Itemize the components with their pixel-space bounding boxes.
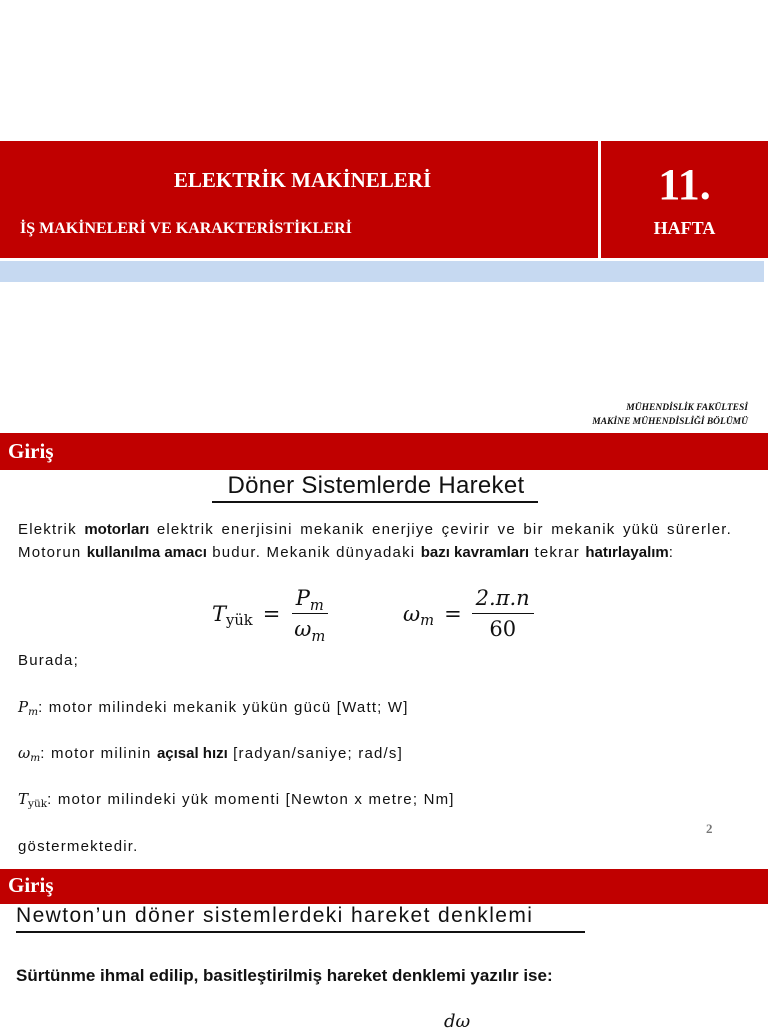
header-light-bar <box>0 261 764 282</box>
section-bar <box>0 433 768 470</box>
slide-heading: Newton’un döner sistemlerdeki hareket denklemi <box>16 904 534 927</box>
page-number: 2 <box>706 821 713 836</box>
term-bazi-kavramlari: bazı kavramları <box>420 543 530 561</box>
course-title: ELEKTRİK MAKİNELERİ <box>173 168 432 192</box>
intro-text: elektrik enerjisini mekanik enerjiye çevirir ve bir mekanik yükü sürerler. Motorun <box>18 521 732 561</box>
section-title: Giriş <box>8 439 54 463</box>
section-bar <box>0 869 768 904</box>
angular-speed-formula: $\omega_m$ = $\frac{2.\pi.n}{60}$ <box>403 586 534 641</box>
term-kullanilma-amaci: kullanılma amacı <box>86 543 207 561</box>
intro-text: tekrar <box>529 543 586 561</box>
slide-heading-underline <box>212 501 538 503</box>
torque-formula: $T_{yük}$ = $\frac{P_m}{\omega_m}$ <box>212 586 329 641</box>
partial-formula: dω <box>444 1011 471 1032</box>
term-motorlari: motorları <box>84 521 150 538</box>
week-number: 11. <box>658 160 711 209</box>
term-hatirlayalim: hatırlayalım <box>585 543 669 561</box>
department-label: MAKİNE MÜHENDİSLİĞİ BÖLÜMÜ <box>592 417 748 427</box>
faculty-label: MÜHENDİSLİK FAKÜLTESİ <box>626 403 748 413</box>
closing-text: göstermektedir. <box>18 838 139 855</box>
definition-torque: $T_{yük}$: motor milindeki yük momenti [Newton x metre; Nm] <box>18 790 455 811</box>
slide-heading: Döner Sistemlerde Hareket <box>227 472 525 499</box>
slide-heading-underline <box>16 931 585 933</box>
section-title: Giriş <box>8 873 54 897</box>
intro-paragraph <box>18 519 732 564</box>
definition-angular-speed: $\omega_m$: motor milinin açısal hızı [radyan/saniye; rad/s] <box>18 744 403 765</box>
intro-text: budur. Mekanik dünyadaki <box>206 543 421 561</box>
burada-label: Burada; <box>18 652 79 669</box>
intro-text: Elektrik <box>18 521 85 538</box>
equation-intro-text: Sürtünme ihmal edilip, basitleştirilmiş hareket denklemi yazılır ise: <box>16 966 553 985</box>
definition-power: $P_m$: motor milindeki mekanik yükün gücü [Watt; W] <box>18 698 409 719</box>
intro-text: : <box>668 543 675 561</box>
week-label: HAFTA <box>653 218 716 238</box>
week-topic: İŞ MAKİNELERİ VE KARAKTERİSTİKLERİ <box>20 220 352 237</box>
